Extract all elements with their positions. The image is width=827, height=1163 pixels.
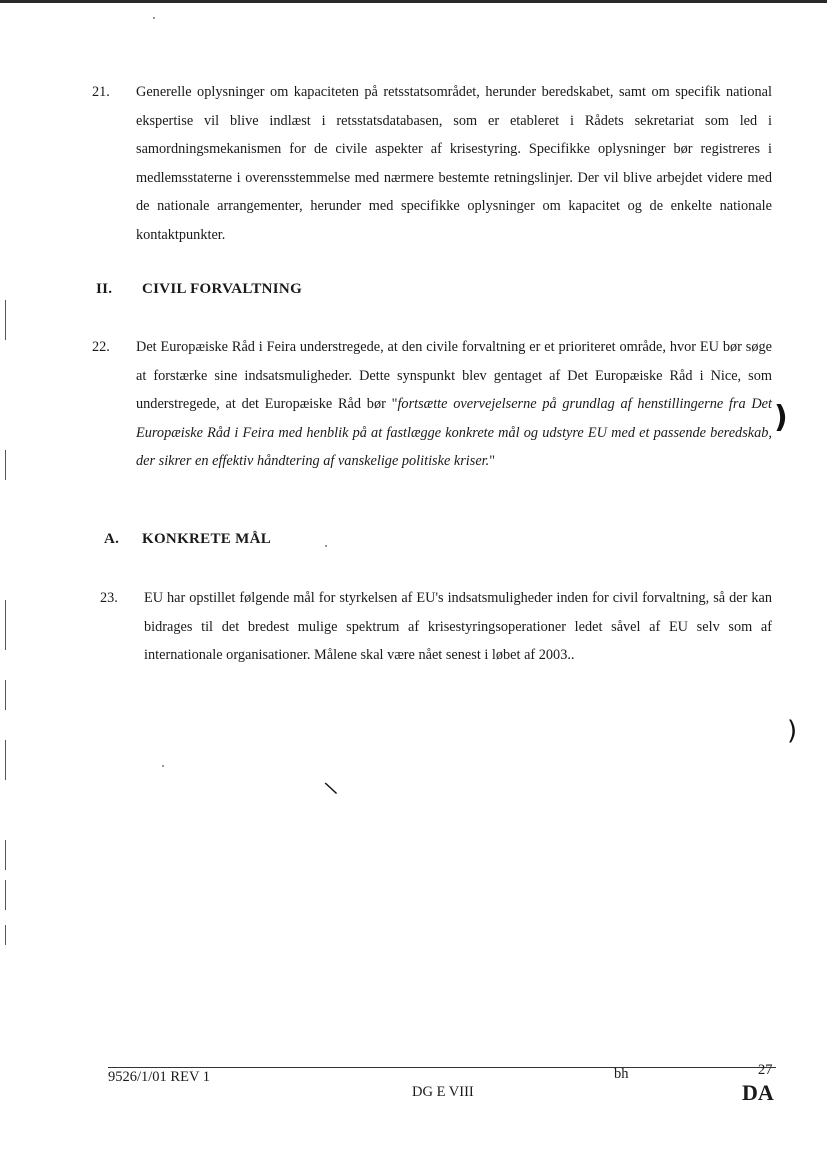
scan-artifact — [5, 925, 6, 945]
paragraph-21 — [92, 78, 772, 250]
scan-artifact — [5, 680, 6, 710]
author-initials: bh — [614, 1066, 629, 1082]
heading-number: A. — [104, 531, 120, 547]
footer-rule — [108, 1067, 776, 1068]
paragraph-number: 21. — [92, 84, 110, 100]
language-code: DA — [742, 1080, 774, 1105]
paragraph-text-before: Det Europæiske Råd i Feira understregede, at den civile forvaltning er et prioriteret område, hvor EU bør søge at forstærke sine indsatsmuligheder. Dette synspunkt blev gentaget af Det Europæiske Råd i Nice, som understregede, at det Europæiske Råd bør " — [136, 339, 772, 413]
scan-artifact — [5, 740, 6, 780]
heading-title: KONKRETE MÅL — [142, 531, 272, 547]
binder-mark: ) — [774, 400, 788, 435]
binder-mark: ) — [787, 716, 798, 746]
paragraph-text — [136, 333, 772, 476]
scan-top-edge — [0, 0, 827, 3]
scan-artifact — [5, 300, 6, 340]
paragraph-number: 22. — [92, 339, 110, 355]
heading-number: II. — [96, 281, 113, 297]
page-number: 27 — [758, 1062, 773, 1078]
paragraph-text-after: " — [489, 453, 496, 470]
paragraph-text: Generelle oplysninger om kapaciteten på retsstatsområdet, herunder beredskabet, samt om specifik national ekspertise vil blive indlæst i retsstatsdatabasen, som er etableret i Rådets sekretariat som led i samordningsmekanismen for de civile aspekter af krisestyring. Specifikke oplysninger bør registreres i medlemsstaterne i overensstemmelse med nærmere bestemte retningslinjer. Der vil blive arbejdet videre med de nationale arrangementer, herunder med specifikke oplysninger om kapacitet og de enkelte nationale kontaktpunkter. — [136, 84, 772, 243]
paragraph-number: 23. — [100, 590, 118, 606]
scan-artifact — [5, 450, 6, 480]
heading-title: CIVIL FORVALTNING — [142, 281, 303, 297]
scan-speck — [325, 545, 327, 547]
paragraph-23 — [100, 584, 772, 670]
scan-artifact — [5, 600, 6, 650]
directorate: DG E VIII — [412, 1084, 474, 1100]
paragraph-22 — [92, 333, 772, 476]
scan-stroke: \ — [323, 777, 339, 800]
paragraph-text: EU har opstillet følgende mål for styrkelsen af EU's indsatsmuligheder inden for civil forvaltning, så der kan bidrages til det bredest mulige spektrum af krisestyringsoperationer ledet såvel af EU selv som af internationale organisationer. Målene skal være nået senest i løbet af 2003.. — [144, 590, 772, 664]
scan-speck — [162, 765, 164, 767]
paragraph-quote: fortsætte overvejelserne på grundlag af henstillingerne fra Det Europæiske Råd i Feira med henblik på at fastlægge konkrete mål og udstyre EU med et passende beredskab, der sikrer en effektiv håndtering af vanskelige politiske kriser. — [136, 396, 773, 470]
scan-artifact — [5, 840, 6, 870]
scan-speck — [153, 17, 155, 19]
document-reference: 9526/1/01 REV 1 — [108, 1069, 211, 1085]
scan-artifact — [5, 880, 6, 910]
